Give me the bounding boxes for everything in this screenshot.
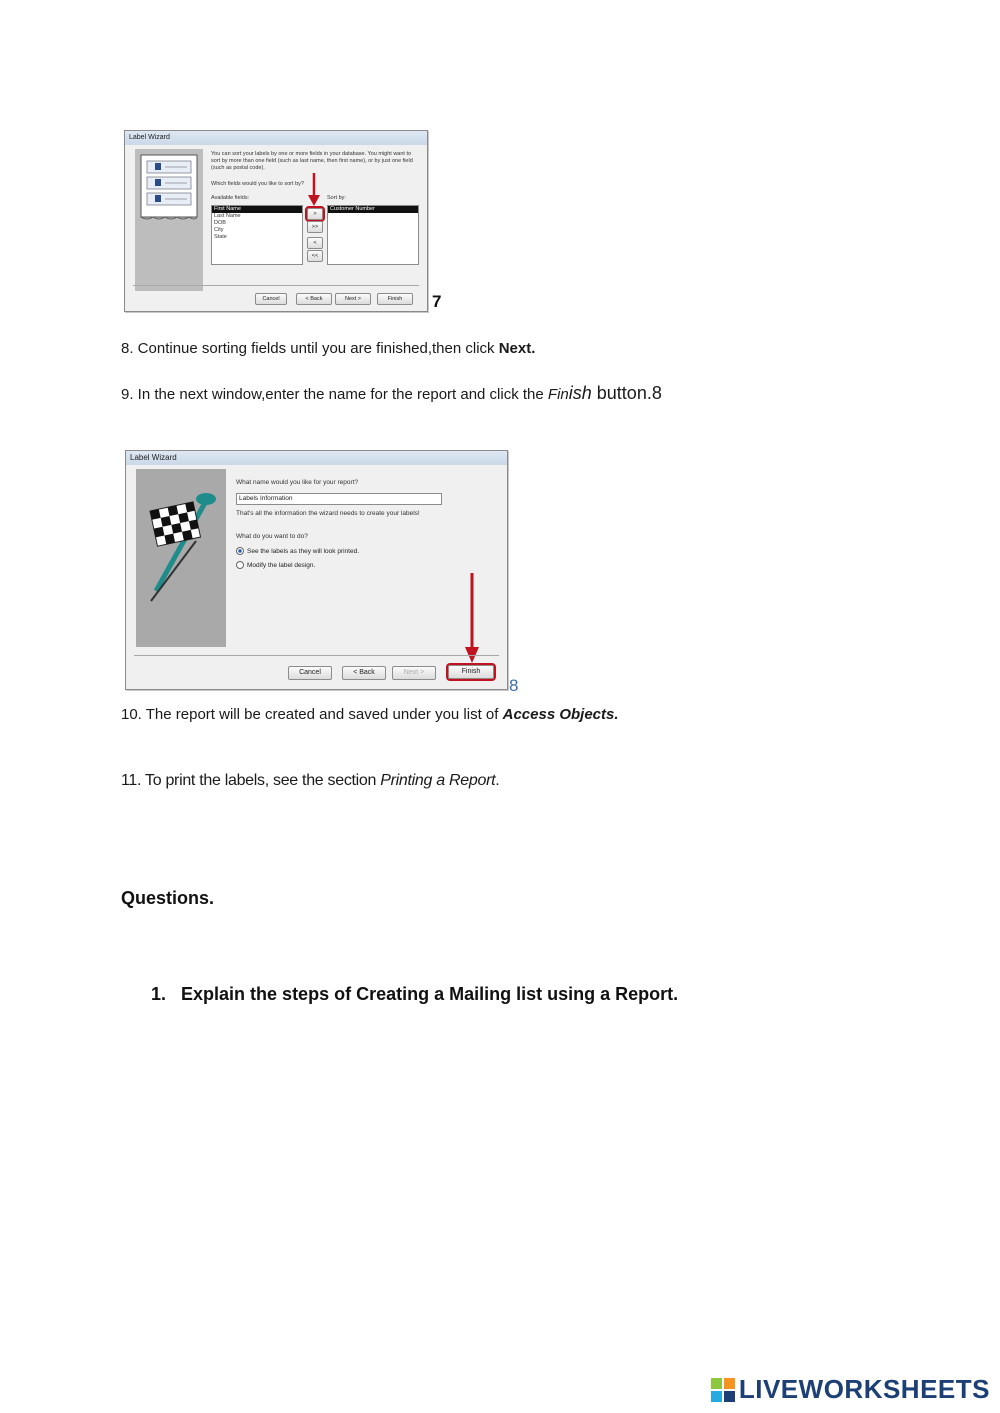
next-button[interactable]: Next > <box>335 293 371 305</box>
list-item[interactable]: Customer Number <box>328 206 418 213</box>
step-8-text: 8. Continue sorting fields until you are finished,then click Next. <box>121 340 536 357</box>
checkered-flag-icon <box>136 481 226 611</box>
step-11-text: 11. To print the labels, see the section Printing a Report. <box>121 772 500 789</box>
label-sheet-icon <box>135 153 203 233</box>
finish-button[interactable]: Finish <box>448 665 494 679</box>
liveworksheets-logo: LIVEWORKSHEETS <box>711 1374 990 1405</box>
step-10-text: 10. The report will be created and saved under you list of Access Objects. <box>121 706 619 723</box>
label-wizard-finish-screenshot <box>125 450 508 690</box>
move-all-button[interactable]: >> <box>307 221 323 233</box>
red-arrow-icon <box>464 573 480 665</box>
list-item[interactable]: Last Name <box>214 213 241 219</box>
back-button[interactable]: < Back <box>342 666 386 680</box>
remove-one-button[interactable]: < <box>307 237 323 249</box>
move-one-button[interactable]: > <box>307 208 323 220</box>
figure-number-7: 7 <box>432 292 442 311</box>
divider <box>133 285 419 286</box>
liveworksheets-logo-icon <box>711 1378 735 1402</box>
divider <box>134 655 499 656</box>
report-name-question: What name would you like for your report? <box>236 479 359 486</box>
available-fields-label: Available fields: <box>211 195 250 201</box>
wizard-illustration <box>136 469 226 647</box>
cancel-button[interactable]: Cancel <box>288 666 332 680</box>
step-9-text: 9. In the next window,enter the name for the report and click the Finish button.8 <box>121 383 662 403</box>
list-item[interactable]: State <box>214 234 227 240</box>
finish-button[interactable]: Finish <box>377 293 413 305</box>
list-item[interactable]: First Name <box>212 206 302 213</box>
what-to-do-label: What do you want to do? <box>236 533 308 540</box>
remove-all-button[interactable]: << <box>307 250 323 262</box>
sort-by-label: Sort by: <box>327 195 346 201</box>
next-button[interactable]: Next > <box>392 666 436 680</box>
option-modify-design[interactable]: Modify the label design. <box>236 561 315 569</box>
report-name-input[interactable]: Labels Information <box>236 493 442 505</box>
question-1: 1. Explain the steps of Creating a Mailing list using a Report. <box>151 984 679 1004</box>
list-item[interactable]: City <box>214 227 224 233</box>
radio-selected-icon[interactable] <box>236 547 244 555</box>
red-arrow-icon <box>307 173 321 207</box>
questions-heading: Questions. <box>121 888 215 908</box>
figure-number-8: 8 <box>509 676 519 695</box>
cancel-button[interactable]: Cancel <box>255 293 287 305</box>
list-item[interactable]: DOB <box>214 220 226 226</box>
back-button[interactable]: < Back <box>296 293 332 305</box>
option-see-labels[interactable]: See the labels as they will look printed. <box>236 547 359 555</box>
dialog-title: Label Wizard <box>126 451 507 465</box>
available-fields-list[interactable] <box>211 205 303 265</box>
sort-intro-text: You can sort your labels by one or more fields in your database. You might want to sort by more than one field (such as last name, then first name), or by just one field (such as postal code). <box>211 151 413 171</box>
wizard-illustration <box>135 149 203 291</box>
wizard-info-text: That's all the information the wizard needs to create your labels! <box>236 510 420 517</box>
sort-by-list[interactable] <box>327 205 419 265</box>
dialog-title: Label Wizard <box>125 131 427 145</box>
radio-icon[interactable] <box>236 561 244 569</box>
sort-question: Which fields would you like to sort by? <box>211 181 304 187</box>
label-wizard-sort-screenshot <box>124 130 428 312</box>
